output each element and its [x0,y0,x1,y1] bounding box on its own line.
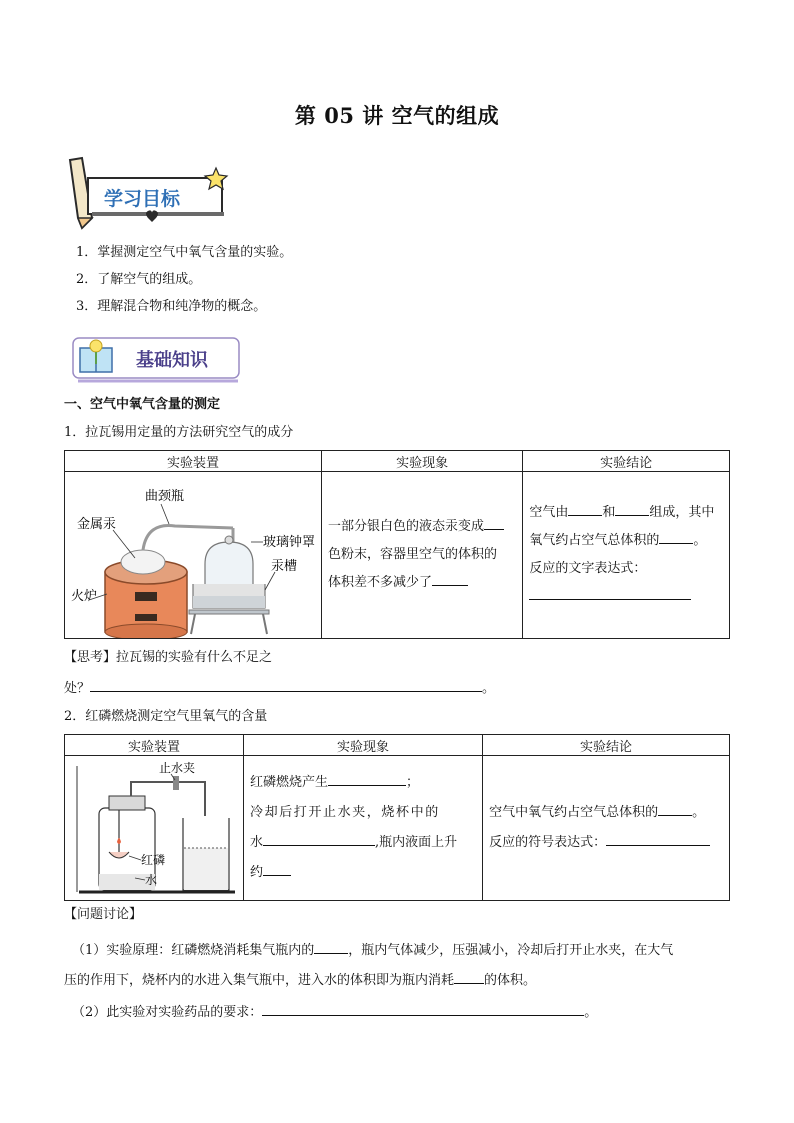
label-phosphorus: 红磷 [141,853,166,867]
conclusion-text: 组成，其中 [649,505,715,520]
blank-field[interactable] [262,1002,584,1016]
phosphorus-apparatus-diagram [65,756,243,900]
blank-field[interactable] [615,502,649,516]
label-bell-jar: 玻璃钟罩 [263,535,316,550]
lavoisier-apparatus-diagram [65,472,321,638]
think-prompt: 【思考】拉瓦锡的实验有什么不足之 [64,650,273,665]
phenomenon-text: 红磷燃烧产生 [250,775,329,790]
discussion-text: 的体积。 [484,973,537,988]
lavoisier-conclusion-cell [523,472,730,639]
header-phenomenon: 实验现象 [244,735,483,756]
blank-field[interactable] [658,802,692,816]
header-conclusion: 实验结论 [483,735,730,756]
subsection-heading: 2．红磷燃烧测定空气里氧气的含量 [64,709,268,724]
label-water: 水 [145,873,158,887]
discussion-text: （1）实验原理：红磷燃烧消耗集气瓶内的 [72,943,315,958]
goal-item: 3．理解混合物和纯净物的概念。 [76,299,267,314]
lavoisier-apparatus-cell [65,472,322,639]
conclusion-text: 空气由 [529,505,569,520]
label-clamp: 止水夹 [159,761,196,775]
label-trough: 汞槽 [271,559,298,574]
goal-item: 1．掌握测定空气中氧气含量的实验。 [76,245,293,260]
discussion-line [64,970,536,990]
think-prompt-cont: 处？ [64,681,91,696]
phenomenon-text: ； [406,775,420,790]
phosphorus-conclusion-cell [483,756,730,901]
discussion-text: ，瓶内气体减少，压强减小，冷却后打开止水夹，在大气 [348,943,674,958]
blank-field[interactable] [328,772,406,786]
phenomenon-text: 冷却后打开止水夹，烧杯中的 [250,805,440,820]
discussion-text: 。 [584,1005,598,1020]
header-conclusion: 实验结论 [523,451,730,472]
conclusion-text: 反应的符号表达式： [489,835,607,850]
discussion-text: （2）此实验对实验药品的要求： [72,1005,263,1020]
lavoisier-phenomenon-cell [322,472,523,639]
conclusion-text: 和 [602,505,616,520]
discussion-heading: 【问题讨论】 [64,907,143,922]
discussion-line [72,940,673,960]
basics-banner-label: 基础知识 [136,350,208,371]
blank-field[interactable] [314,940,348,954]
blank-field[interactable] [606,832,710,846]
blank-field[interactable] [529,586,691,600]
blank-field[interactable] [659,530,693,544]
subsection-heading: 1．拉瓦锡用定量的方法研究空气的成分 [64,425,294,440]
phenomenon-text: 约 [250,865,264,880]
phenomenon-text: ,瓶内液面上升 [375,835,458,850]
conclusion-text: 反应的文字表达式： [529,561,647,576]
phosphorus-table [64,734,730,901]
discussion-line [72,1002,597,1022]
section-heading: 一、空气中氧气含量的测定 [64,397,221,412]
header-phenomenon: 实验现象 [322,451,523,472]
think-prompt-line [64,678,495,698]
conclusion-text: 空气中氧气约占空气总体积的 [489,805,659,820]
blank-field[interactable] [432,572,468,586]
blank-field[interactable] [484,516,504,530]
phosphorus-phenomenon-cell [244,756,483,901]
blank-field[interactable] [263,832,375,846]
label-flask: 曲颈瓶 [145,489,185,504]
label-mercury: 金属汞 [77,517,117,532]
header-apparatus: 实验装置 [65,451,322,472]
goal-item: 2．了解空气的组成。 [76,272,202,287]
phenomenon-line: 体积差不多减少了 [328,575,433,590]
header-apparatus: 实验装置 [65,735,244,756]
label-furnace: 火炉 [71,589,98,604]
blank-field[interactable] [90,678,482,692]
phenomenon-line: 色粉末，容器里空气的体积的 [328,547,498,562]
conclusion-text: 氧气约占空气总体积的 [529,533,660,548]
lavoisier-table [64,450,730,639]
think-end: 。 [482,681,496,696]
blank-field[interactable] [454,970,484,984]
conclusion-text: 。 [693,533,707,548]
phenomenon-line: 一部分银白色的液态汞变成 [328,519,485,534]
phenomenon-text: 水 [250,835,264,850]
page-title: 第 05 讲 空气的组成 [294,103,500,128]
conclusion-text: 。 [692,805,706,820]
basics-banner [70,334,242,384]
goals-banner [66,152,236,232]
phosphorus-apparatus-cell [65,756,244,901]
goals-banner-label: 学习目标 [104,188,181,210]
blank-field[interactable] [263,862,291,876]
discussion-text: 压的作用下，烧杯内的水进入集气瓶中，进入水的体积即为瓶内消耗 [64,973,455,988]
blank-field[interactable] [568,502,602,516]
